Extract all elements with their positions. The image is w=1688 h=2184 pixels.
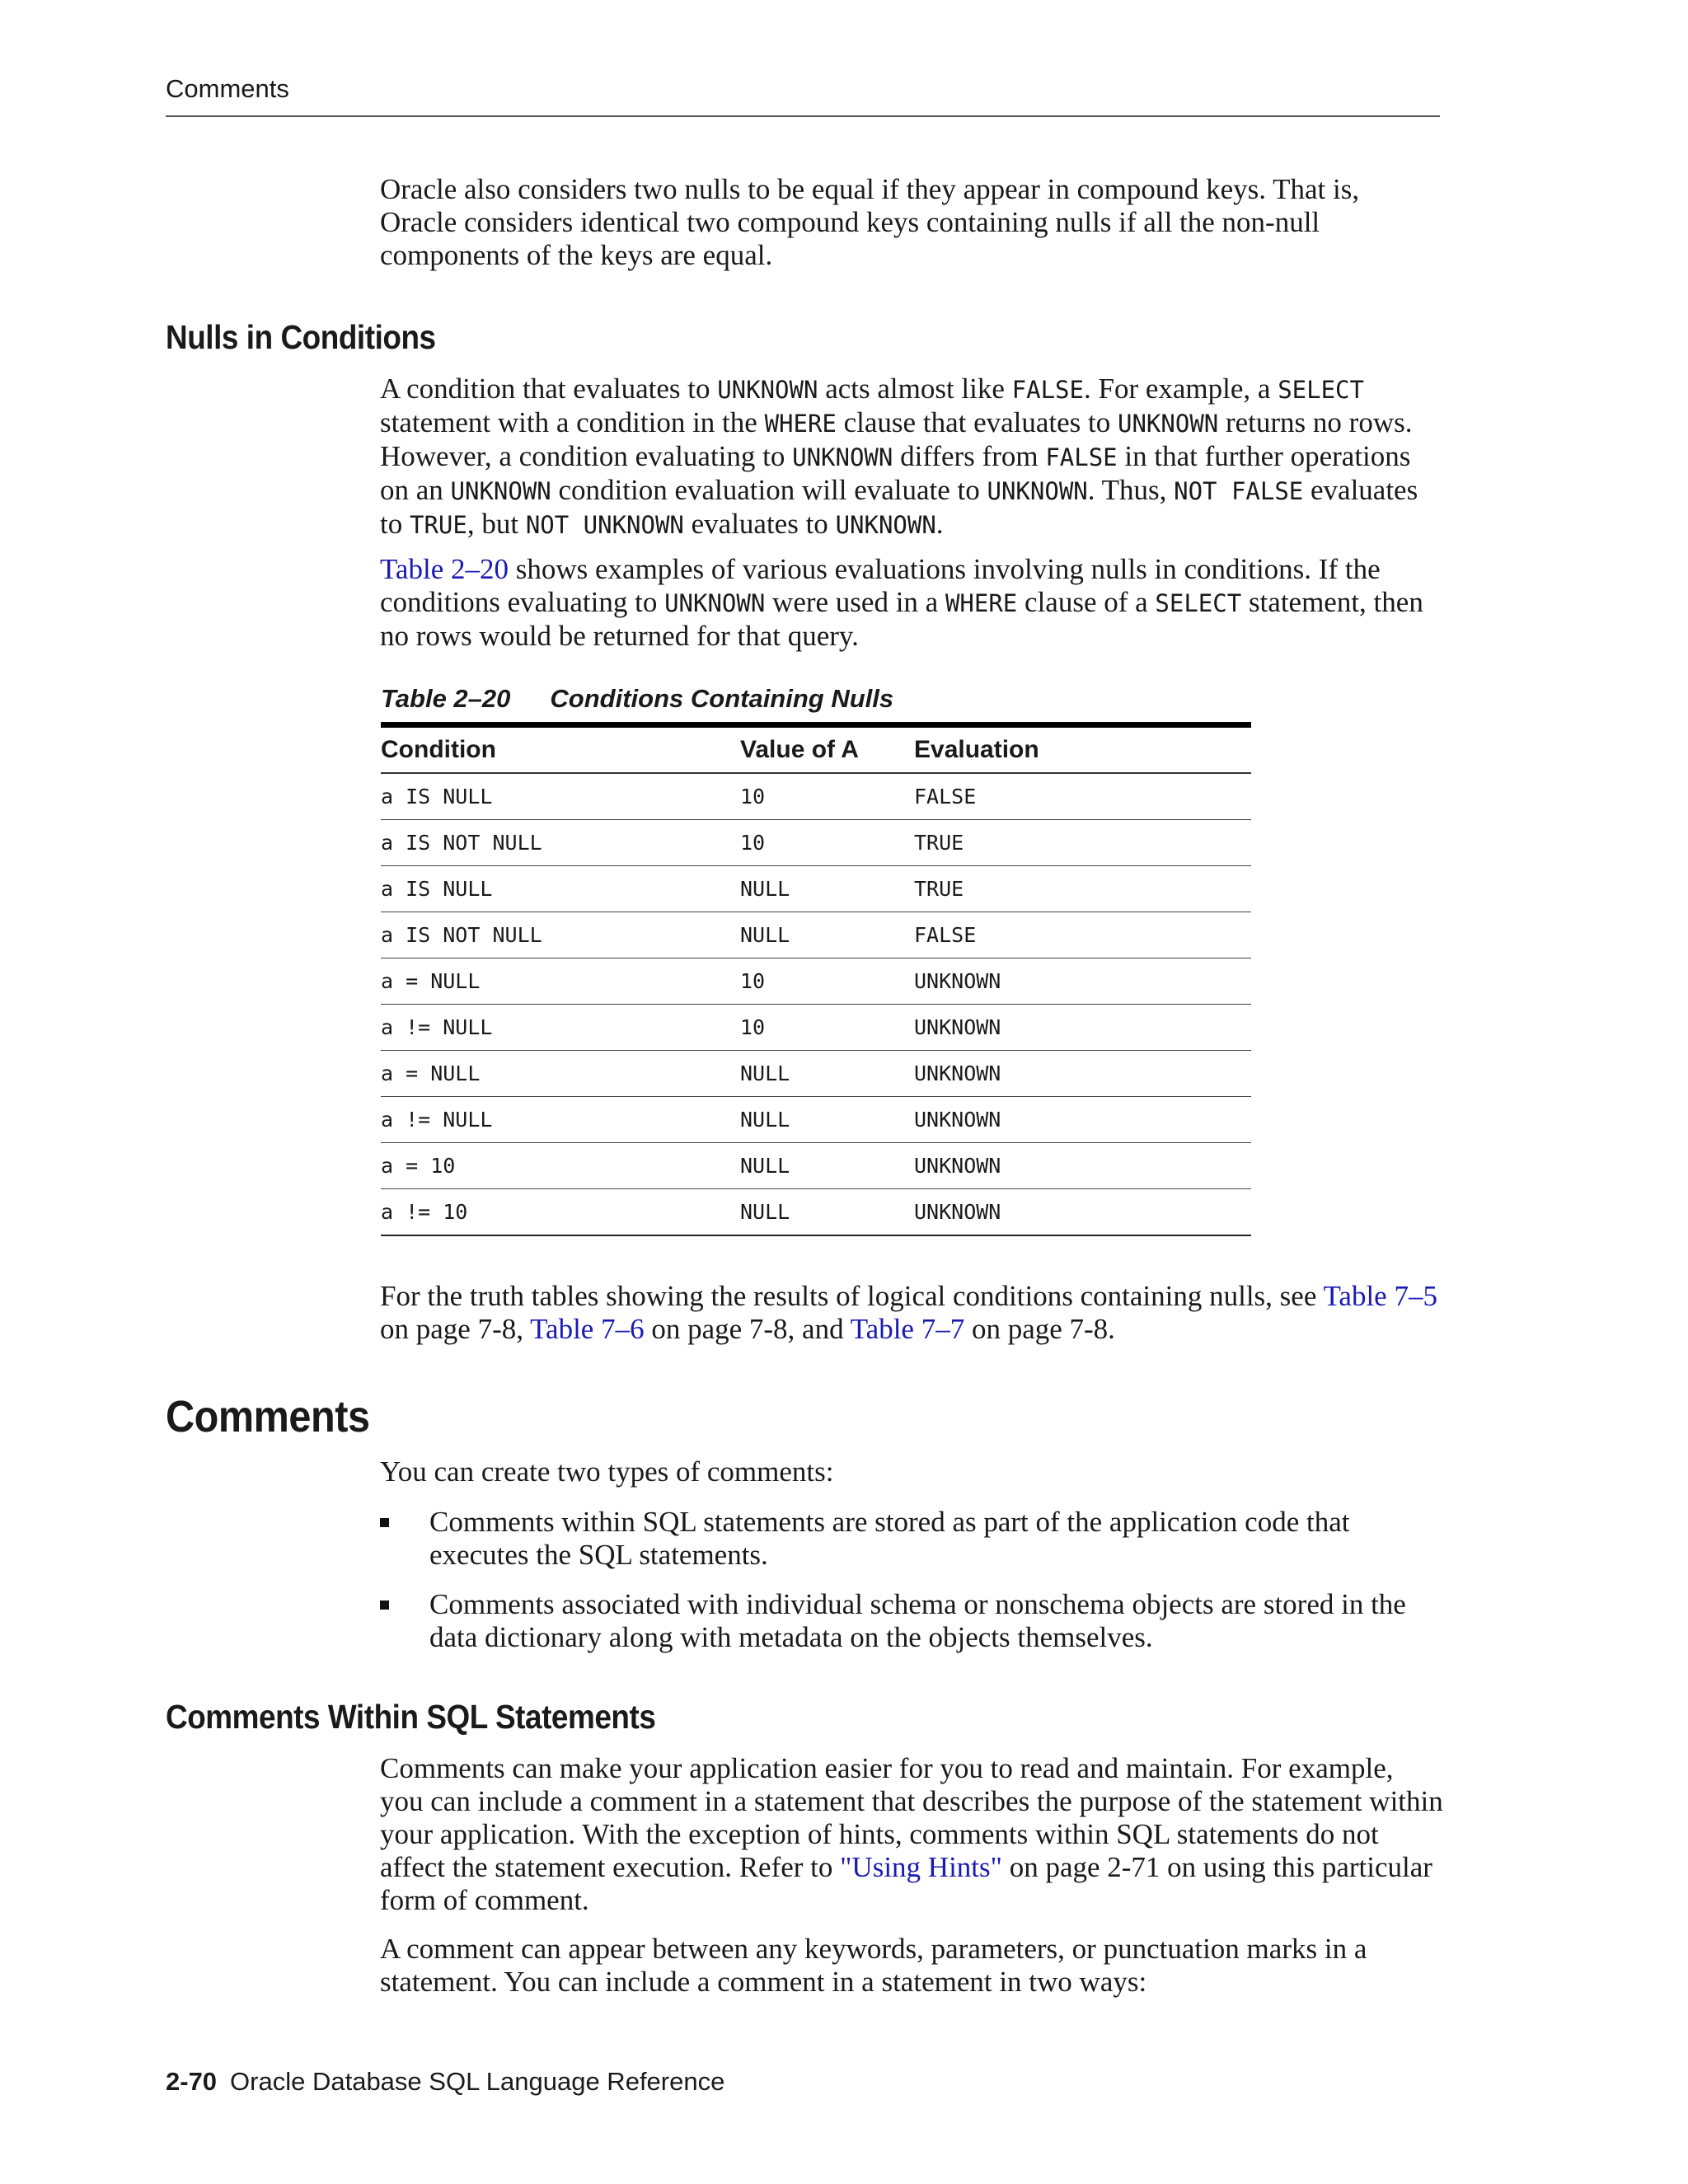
text: clause that evaluates to [836,406,1118,438]
text: statement with a condition in the [380,406,765,438]
using-hints-link[interactable]: "Using Hints" [840,1851,1002,1883]
header-rule [166,115,1440,117]
text: differs from [893,440,1046,472]
text: evaluates to [380,474,1418,540]
table-7-5-link[interactable]: Table 7–5 [1323,1280,1437,1312]
table-header-row [381,728,1251,774]
page-footer [166,2067,724,2097]
text: . For example, a [1083,373,1278,405]
cell-value-of-a: NULL [740,923,790,947]
bullet-square-icon [380,1518,389,1527]
column-header-evaluation: Evaluation [914,736,1039,763]
code-term: WHERE [945,589,1018,617]
cell-evaluation: FALSE [914,923,977,947]
text: , but [467,508,526,540]
text: on page 7-8. [964,1313,1115,1345]
table-row [381,866,1251,912]
text: acts almost like [818,373,1012,405]
text: on page 7-8, [380,1313,531,1345]
truth-tables-paragraph [380,1280,1443,1346]
table-row [381,1097,1251,1143]
cell-condition: a IS NULL [381,785,493,808]
text: condition evaluation will evaluate to [551,474,987,506]
table-7-6-link[interactable]: Table 7–6 [530,1313,645,1345]
list-item: Comments within SQL statements are stored as part of the application code that executes the SQL statements. [380,1506,1443,1572]
code-term: UNKNOWN [450,477,551,505]
comments-intro: You can create two types of comments: [380,1455,834,1488]
text: clause of a [1017,586,1156,618]
cell-value-of-a: 10 [740,1015,766,1039]
text: For the truth tables showing the results of logical conditions containing nulls, see [380,1280,1324,1312]
column-header-value-of-a: Value of A [740,736,859,763]
table-body [381,774,1251,1236]
table-caption-title: Conditions Containing Nulls [550,684,894,713]
table-caption [381,684,893,714]
code-term: WHERE [764,410,837,438]
cell-evaluation: TRUE [914,831,964,855]
cell-evaluation: UNKNOWN [914,1154,1001,1178]
table-caption-label: Table 2–20 [381,684,511,713]
cell-condition: a IS NOT NULL [381,923,542,947]
cell-condition: a = NULL [381,1062,481,1085]
table-7-7-link[interactable]: Table 7–7 [850,1313,965,1345]
code-term: UNKNOWN [664,589,766,617]
cell-evaluation: UNKNOWN [914,1015,1001,1039]
cell-evaluation: UNKNOWN [914,969,1001,993]
text: statement, then no rows would be returned for that query. [380,586,1423,652]
within-sql-paragraph-1 [380,1752,1443,1917]
running-header: Comments [166,74,289,103]
text: Comments can make your application easier for you to read and maintain. For example, you can include a comment in a statement that describes the purpose of the statement within your application. With the exception of hints, comments within SQL statements do not affect the statement execution. Refer to [380,1752,1443,1883]
text: on page 7-8, and [644,1313,851,1345]
heading-nulls-in-conditions: Nulls in Conditions [166,318,436,356]
heading-comments: Comments [166,1392,370,1441]
list-item: Comments associated with individual schema or nonschema objects are stored in the data dictionary along with metadata on the objects themselves. [380,1588,1443,1654]
cell-value-of-a: 10 [740,969,766,993]
text: A condition that evaluates to [380,373,718,405]
text: . Thus, [1087,474,1175,506]
cell-value-of-a: 10 [740,831,766,855]
table-row [381,820,1251,866]
nulls-paragraph-1 [380,373,1443,541]
heading-comments-within-sql: Comments Within SQL Statements [166,1698,656,1736]
cell-condition: a IS NULL [381,877,493,901]
intro-paragraph: Oracle also considers two nulls to be equal if they appear in compound keys. That is, Oracle considers identical two compound keys containing nulls if all the non-null components of the keys are equal. [380,173,1360,271]
cell-evaluation: TRUE [914,877,964,901]
page-number: 2-70 [166,2067,218,2096]
table-2-20-link[interactable]: Table 2–20 [380,553,509,585]
text: in that further operations on an [380,440,1411,506]
code-term: TRUE [409,511,467,539]
code-term: UNKNOWN [717,376,818,404]
table-row [381,912,1251,958]
table-row [381,1189,1251,1236]
text: . [935,508,944,540]
cell-value-of-a: NULL [740,1154,790,1178]
column-header-condition: Condition [381,736,496,763]
table-row [381,958,1251,1005]
table-row [381,774,1251,820]
within-sql-paragraph-2: A comment can appear between any keywords, parameters, or punctuation marks in a statement. You can include a comment in a statement in two ways: [380,1933,1367,1998]
cell-evaluation: UNKNOWN [914,1108,1001,1132]
code-term: UNKNOWN [792,443,893,471]
cell-condition: a = NULL [381,969,481,993]
code-term: NOT UNKNOWN [525,511,684,539]
cell-evaluation: FALSE [914,785,977,808]
code-term: FALSE [1045,443,1118,471]
cell-condition: a IS NOT NULL [381,831,542,855]
code-term: UNKNOWN [835,511,936,539]
book-title: Oracle Database SQL Language Reference [230,2067,725,2096]
text: shows examples of various evaluations involving nulls in conditions. If the conditions evaluating to [380,553,1381,618]
cell-evaluation: UNKNOWN [914,1200,1001,1224]
table-row [381,1005,1251,1051]
cell-condition: a = 10 [381,1154,456,1178]
code-term: SELECT [1278,376,1364,404]
cell-evaluation: UNKNOWN [914,1062,1001,1085]
code-term: UNKNOWN [1118,410,1219,438]
text: were used in a [765,586,945,618]
cell-value-of-a: NULL [740,877,790,901]
cell-condition: a != NULL [381,1015,493,1039]
cell-value-of-a: NULL [740,1108,790,1132]
comments-bullet-list [380,1506,1443,1671]
code-term: NOT FALSE [1174,477,1304,505]
table-row [381,1143,1251,1189]
bullet-square-icon [380,1601,389,1610]
text: evaluates to [683,508,836,540]
table-row [381,1051,1251,1097]
cell-condition: a != 10 [381,1200,468,1224]
cell-value-of-a: NULL [740,1062,790,1085]
nulls-paragraph-2 [380,553,1443,653]
code-term: UNKNOWN [987,477,1088,505]
cell-value-of-a: NULL [740,1200,790,1224]
code-term: FALSE [1011,376,1084,404]
text: on page 2-71 on using this particular form of comment. [380,1851,1432,1916]
code-term: SELECT [1155,589,1242,617]
text: returns no rows. However, a condition evaluating to [380,406,1413,472]
conditions-table [381,722,1251,1236]
cell-condition: a != NULL [381,1108,493,1132]
cell-value-of-a: 10 [740,785,766,808]
